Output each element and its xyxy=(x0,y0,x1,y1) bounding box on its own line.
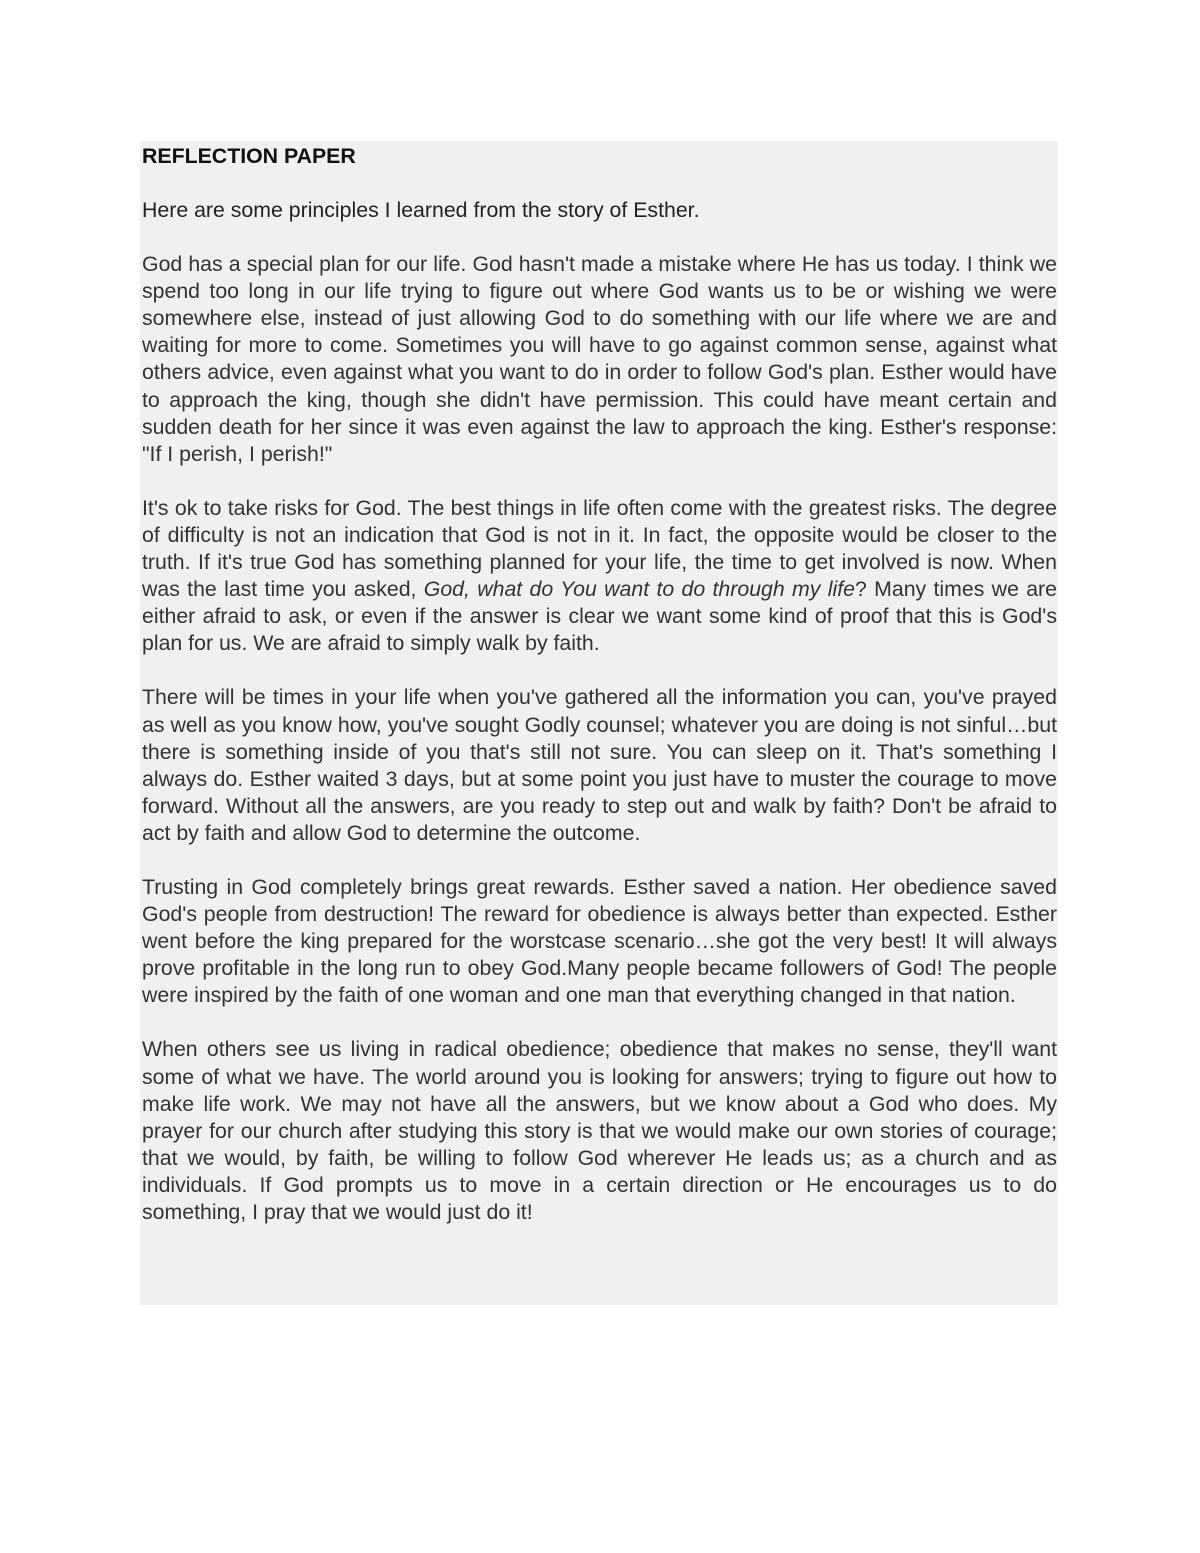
paragraph-take-risks-text: It's ok to take risks for God. The best things in life often come with the greatest risks. The degree of difficulty is not an indication that God is not in it. In fact, the opposite would be closer to the truth. If it's true God has something planned for your life, the time to get involved is now. When was the last time you asked, xyxy=(142,495,1057,602)
paragraph-special-plan: God has a special plan for our life. God hasn't made a mistake where He has us today. I think we spend too long in our life trying to figure out where God wants us to be or wishing we were somewhere else, instead of just allowing God to do something with our life where we are and waiting for more to come. Sometimes you will have to go against common sense, against what others advice, even against what you want to do in order to follow God's plan. Esther would have to approach the king, though she didn't have permission. This could have meant certain and sudden death for her since it was even against the law to approach the king. Esther's response: "If I perish, I perish!" xyxy=(142,252,1057,466)
paragraph-great-rewards: Trusting in God completely brings great rewards. Esther saved a nation. Her obedience saved God's people from destruction! The reward for obedience is always better than expected. Esther went before the king prepared for the worstcase scenario…she got the very best! It will always prove profitable in the long run to obey God.Many people became followers of God! The people were inspired by the faith of one woman and one man that everything changed in that nation. xyxy=(142,874,1057,1008)
document-body xyxy=(140,141,1058,1305)
paragraph-take-risks xyxy=(142,495,1057,658)
document-title: REFLECTION PAPER xyxy=(142,144,356,168)
intro-paragraph: Here are some principles I learned from the story of Esther. xyxy=(142,198,700,222)
paragraph-radical-obedience: When others see us living in radical obedience; obedience that makes no sense, they'll want some of what we have. The world around you is looking for answers; trying to figure out how to make life work. We may not have all the answers, but we know about a God who does. My prayer for our church after studying this story is that we would make our own stories of courage; that we would, by faith, be willing to follow God wherever He leads us; as a church and as individuals. If God prompts us to move in a certain direction or He encourages us to do something, I pray that we would just do it! xyxy=(142,1037,1057,1224)
paragraph-walk-by-faith: There will be times in your life when you've gathered all the information you can, you've prayed as well as you know how, you've sought Godly counsel; whatever you are doing is not sinful…but there is something inside of you that's still not sure. You can sleep on it. That's something I always do. Esther waited 3 days, but at some point you just have to muster the courage to move forward. Without all the answers, are you ready to step out and walk by faith? Don't be afraid to act by faith and allow God to determine the outcome. xyxy=(142,685,1057,845)
paragraph-take-risks-text-end: ? Many times we are either afraid to ask, or even if the answer is clear we want some kind of proof that this is God's plan for us. We are afraid to simply walk by faith. xyxy=(142,577,1057,656)
paragraph-take-risks-question: God, what do You want to do through my life xyxy=(423,577,855,602)
